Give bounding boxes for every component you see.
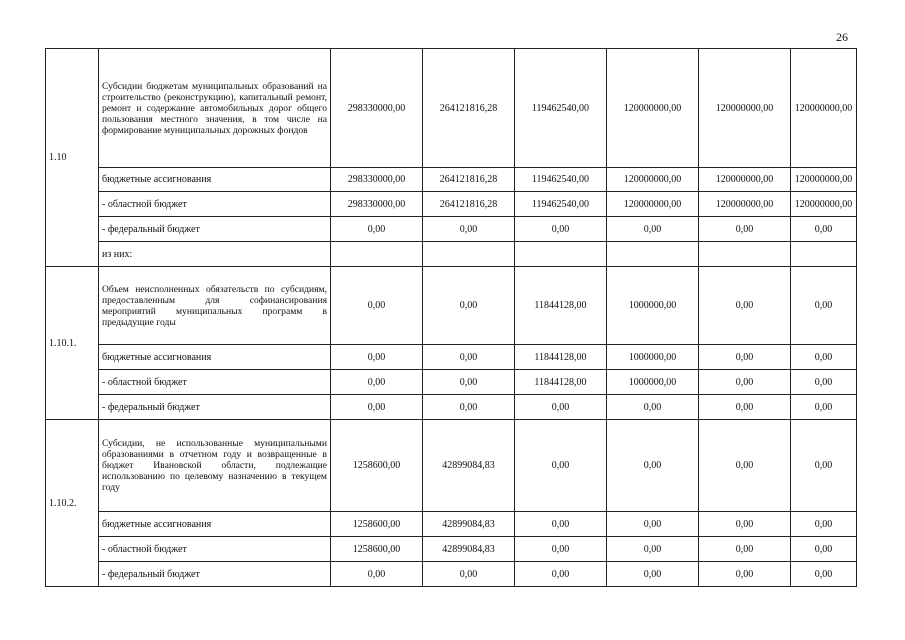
value-cell: 120000000,00 — [699, 49, 791, 168]
value-cell: 0,00 — [791, 395, 857, 420]
value-cell: 264121816,28 — [423, 168, 515, 192]
value-cell: 120000000,00 — [699, 192, 791, 217]
value-cell: 0,00 — [699, 562, 791, 587]
table-row — [46, 395, 857, 420]
row-code: 1.10.1. — [46, 267, 99, 420]
value-cell: 0,00 — [331, 395, 423, 420]
value-cell: 0,00 — [791, 345, 857, 370]
value-cell — [331, 242, 423, 267]
value-cell: 0,00 — [515, 512, 607, 537]
value-cell: 0,00 — [331, 217, 423, 242]
value-cell: 11844128,00 — [515, 345, 607, 370]
value-cell: 0,00 — [423, 562, 515, 587]
value-cell: 0,00 — [607, 512, 699, 537]
value-cell: 0,00 — [791, 267, 857, 345]
table-row — [46, 537, 857, 562]
value-cell — [515, 242, 607, 267]
row-description: бюджетные ассигнования — [99, 168, 331, 192]
value-cell: 0,00 — [331, 267, 423, 345]
value-cell: 0,00 — [515, 395, 607, 420]
value-cell: 1258600,00 — [331, 420, 423, 512]
value-cell: 1258600,00 — [331, 512, 423, 537]
value-cell: 0,00 — [515, 537, 607, 562]
value-cell: 0,00 — [791, 420, 857, 512]
value-cell: 0,00 — [607, 562, 699, 587]
value-cell — [699, 242, 791, 267]
value-cell: 0,00 — [607, 395, 699, 420]
table-row — [46, 420, 857, 512]
value-cell: 0,00 — [699, 395, 791, 420]
value-cell: 0,00 — [515, 420, 607, 512]
row-description: - федеральный бюджет — [99, 395, 331, 420]
value-cell: 0,00 — [791, 370, 857, 395]
value-cell: 0,00 — [699, 420, 791, 512]
value-cell: 0,00 — [699, 345, 791, 370]
row-description: - областной бюджет — [99, 537, 331, 562]
table-row — [46, 512, 857, 537]
value-cell: 0,00 — [331, 345, 423, 370]
value-cell — [607, 242, 699, 267]
value-cell: 0,00 — [607, 217, 699, 242]
budget-table — [45, 48, 857, 587]
value-cell: 0,00 — [515, 562, 607, 587]
row-description: - федеральный бюджет — [99, 217, 331, 242]
value-cell: 1000000,00 — [607, 370, 699, 395]
row-description: из них: — [99, 242, 331, 267]
value-cell: 0,00 — [423, 370, 515, 395]
table-row — [46, 345, 857, 370]
value-cell: 264121816,28 — [423, 192, 515, 217]
value-cell: 120000000,00 — [607, 49, 699, 168]
row-description: - областной бюджет — [99, 192, 331, 217]
value-cell: 119462540,00 — [515, 192, 607, 217]
row-description: Субсидии, не использованные муниципальными образованиями в отчетном году и возвращенные в бюджет Ивановской области, подлежащие использованию по целевому назначению в текущем году — [99, 420, 331, 512]
row-description: Объем неисполненных обязательств по субсидиям, предоставленным для софинансирования мероприятий муниципальных программ в предыдущие годы — [99, 267, 331, 345]
value-cell: 0,00 — [699, 267, 791, 345]
value-cell: 120000000,00 — [791, 192, 857, 217]
value-cell: 120000000,00 — [791, 168, 857, 192]
value-cell: 0,00 — [791, 537, 857, 562]
value-cell: 264121816,28 — [423, 49, 515, 168]
value-cell — [791, 242, 857, 267]
row-description: бюджетные ассигнования — [99, 345, 331, 370]
value-cell: 0,00 — [791, 512, 857, 537]
value-cell — [423, 242, 515, 267]
value-cell: 42899084,83 — [423, 420, 515, 512]
value-cell: 0,00 — [423, 345, 515, 370]
value-cell: 120000000,00 — [607, 168, 699, 192]
value-cell: 0,00 — [423, 217, 515, 242]
value-cell: 0,00 — [699, 537, 791, 562]
table-row — [46, 168, 857, 192]
row-description: - федеральный бюджет — [99, 562, 331, 587]
value-cell: 119462540,00 — [515, 168, 607, 192]
value-cell: 298330000,00 — [331, 192, 423, 217]
row-code: 1.10.2. — [46, 420, 99, 587]
row-code: 1.10 — [46, 49, 99, 267]
row-description: - областной бюджет — [99, 370, 331, 395]
table-row — [46, 217, 857, 242]
page-number: 26 — [836, 30, 848, 44]
value-cell: 0,00 — [791, 217, 857, 242]
value-cell: 0,00 — [423, 395, 515, 420]
value-cell: 0,00 — [699, 512, 791, 537]
value-cell: 1000000,00 — [607, 267, 699, 345]
row-description: бюджетные ассигнования — [99, 512, 331, 537]
value-cell: 1258600,00 — [331, 537, 423, 562]
value-cell: 0,00 — [331, 370, 423, 395]
value-cell: 1000000,00 — [607, 345, 699, 370]
value-cell: 0,00 — [699, 370, 791, 395]
value-cell: 119462540,00 — [515, 49, 607, 168]
value-cell: 298330000,00 — [331, 49, 423, 168]
value-cell: 0,00 — [515, 217, 607, 242]
table-row — [46, 242, 857, 267]
value-cell: 120000000,00 — [791, 49, 857, 168]
value-cell: 42899084,83 — [423, 512, 515, 537]
table-row — [46, 562, 857, 587]
table-body — [46, 49, 857, 587]
value-cell: 0,00 — [791, 562, 857, 587]
table-row — [46, 192, 857, 217]
value-cell: 11844128,00 — [515, 370, 607, 395]
value-cell: 0,00 — [423, 267, 515, 345]
value-cell: 120000000,00 — [607, 192, 699, 217]
value-cell: 0,00 — [699, 217, 791, 242]
value-cell: 0,00 — [331, 562, 423, 587]
table-row — [46, 49, 857, 168]
table-row — [46, 370, 857, 395]
value-cell: 0,00 — [607, 537, 699, 562]
row-description: Субсидии бюджетам муниципальных образований на строительство (реконструкцию), капитальный ремонт, ремонт и содержание автомобильных дорог общего пользования местного значения, в том числе на формирование муниципальных дорожных фондов — [99, 49, 331, 168]
value-cell: 120000000,00 — [699, 168, 791, 192]
value-cell: 42899084,83 — [423, 537, 515, 562]
value-cell: 11844128,00 — [515, 267, 607, 345]
value-cell: 298330000,00 — [331, 168, 423, 192]
table-row — [46, 267, 857, 345]
value-cell: 0,00 — [607, 420, 699, 512]
